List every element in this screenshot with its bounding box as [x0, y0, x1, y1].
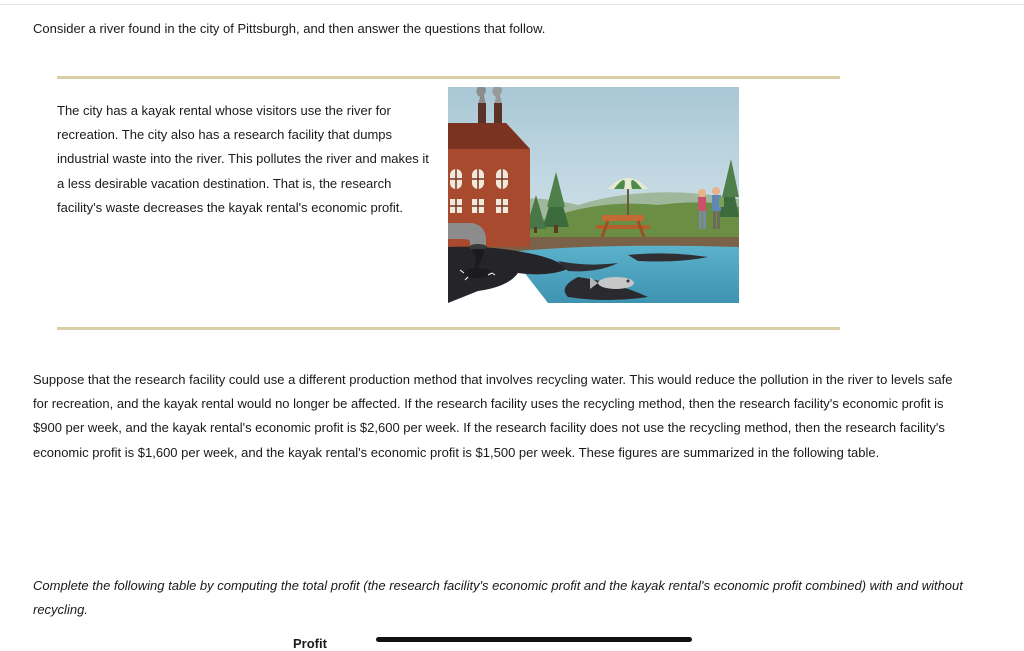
- table-header-bar: [376, 637, 692, 642]
- section-rule-bottom: [57, 327, 840, 330]
- recycling-paragraph: Suppose that the research facility could use a different production method that involves recycling water. This would reduce the pollution in the river to levels safe for recreation, and the kayak rental would no longer be affected. If the research facility uses the recycling method, then the research facility's economic profit is $900 per week, and the kayak rental's economic profit is $2,600 per week. If the research facility does not use the recycling method, then the research facility's economic profit is $1,600 per week, and the kayak rental's economic profit is $1,500 per week. These figures are summarized in the following table.: [33, 372, 953, 460]
- instruction-text: Complete the following table by computing the total profit (the research facility's economic profit and the kayak rental's economic profit combined) with and without recycling.: [33, 578, 963, 618]
- scenario-text: The city has a kayak rental whose visitors use the river for recreation. The city also has a research facility that dumps industrial waste into the river. This pollutes the river and makes it a less desirable vacation destination. That is, the research facility's waste decreases the kayak rental's economic profit.: [57, 103, 429, 215]
- section-rule-top: [57, 76, 840, 79]
- intro-text: Consider a river found in the city of Pittsburgh, and then answer the questions that follow.: [33, 21, 546, 36]
- river-illustration: [448, 87, 739, 303]
- table-header-profit: Profit: [293, 636, 327, 651]
- top-divider: [0, 4, 1024, 5]
